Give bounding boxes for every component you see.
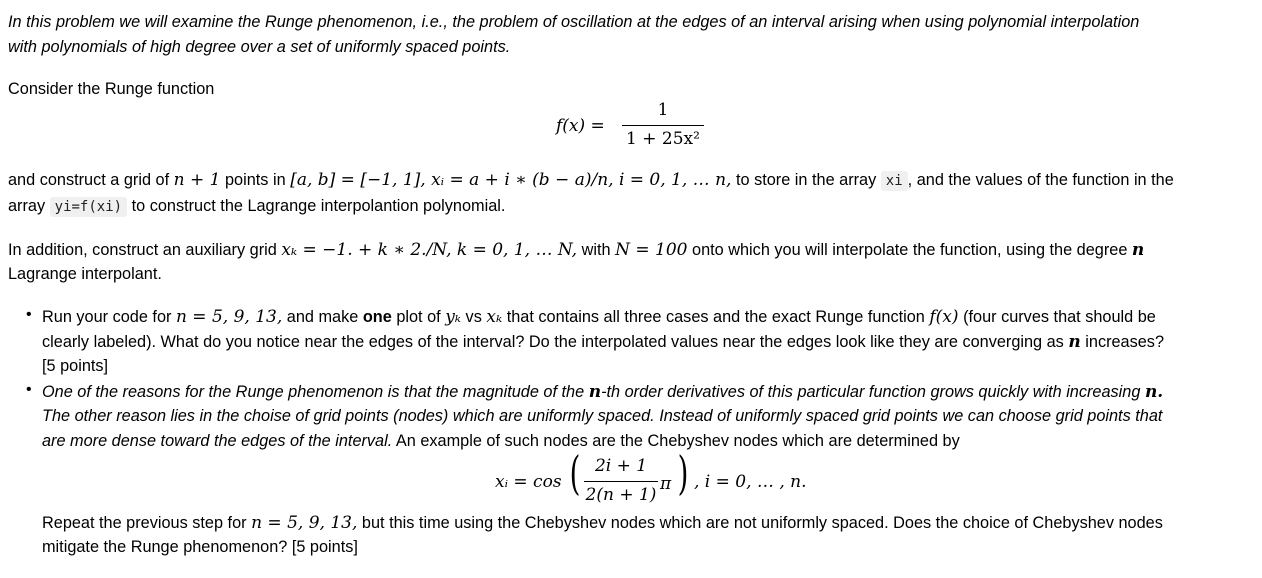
- b1-text-5: that contains all three cases and the exact Runge function: [506, 308, 925, 326]
- b1-text-2: and make: [286, 308, 359, 326]
- aux-paragraph-line-1: [8, 240, 1144, 260]
- right-paren: ): [677, 446, 689, 500]
- bullet-dot-1: •: [26, 306, 32, 323]
- intro-line-2: with polynomials of high degree over a set of uniformly spaced points.: [8, 38, 511, 56]
- b1-math-fx: f(x): [929, 307, 959, 327]
- bullet1-line-3: [5 points]: [42, 357, 109, 375]
- aux-paragraph-line-2: Lagrange interpolant.: [8, 265, 162, 283]
- b2-text-1: One of the reasons for the Runge phenomenon is that the magnitude of the: [42, 383, 585, 401]
- b1-text-8: increases?: [1085, 333, 1165, 351]
- cheb-tail: , i = 0, … , n.: [694, 472, 807, 492]
- b1-bold-one: one: [362, 308, 392, 326]
- grid-text-2: points in: [225, 171, 286, 189]
- aux-math-N: N = 100: [615, 240, 688, 260]
- grid-paragraph-line-1: [8, 170, 1174, 190]
- b2-math-n2: n.: [1144, 382, 1164, 402]
- bullet1-line-2: [42, 332, 1164, 352]
- cheb-numerator: 2i + 1: [594, 456, 648, 476]
- b2-math-n: n: [588, 382, 602, 402]
- left-paren: (: [569, 446, 581, 500]
- aux-text-1: In addition, construct an auxiliary grid: [8, 241, 277, 259]
- runge-fraction: [622, 100, 704, 156]
- grid-text-4: , and the values of the function in the: [907, 171, 1174, 189]
- grid-paragraph-line-2: [8, 197, 505, 216]
- consider-text: Consider the Runge function: [8, 80, 215, 98]
- b2-text-3: An example of such nodes are the Chebyshev nodes which are determined by: [395, 432, 960, 450]
- grid-text-1: and construct a grid of: [8, 171, 170, 189]
- fraction-bar: [622, 125, 704, 126]
- runge-denominator: 1 + 25x²: [626, 129, 700, 149]
- bullet1-line-1: [42, 307, 1156, 327]
- cheb-fraction-bar: [584, 481, 658, 482]
- rep-math-n: n = 5, 9, 13,: [251, 513, 358, 533]
- b1-text-4: vs: [465, 308, 482, 326]
- grid-text-5: array: [8, 197, 46, 215]
- b1-math-yk: yₖ: [445, 307, 462, 327]
- repeat-line-2: mitigate the Runge phenomenon? [5 points]: [42, 538, 358, 556]
- aux-text-2: with: [581, 241, 611, 259]
- repeat-line-1: [42, 513, 1163, 533]
- b1-math-xk: xₖ: [486, 307, 503, 327]
- bullet2-line-1: [42, 382, 1163, 402]
- b2-text-2: -th order derivatives of this particular function grows quickly with increasing: [601, 383, 1141, 401]
- aux-math-grid: xₖ = −1. + k ∗ 2./N, k = 0, 1, … N,: [281, 240, 578, 260]
- b1-text-7: clearly labeled). What do you notice near the edges of the interval? Do the interpolated values near the edges look like they are converging as: [42, 333, 1064, 351]
- b1-text-6: (four curves that should be: [963, 308, 1156, 326]
- runge-formula-lhs: f(x) =: [556, 116, 605, 136]
- grid-math-n-plus-1: n + 1: [173, 170, 221, 190]
- cheb-fraction: [584, 456, 658, 510]
- intro-line-1: In this problem we will examine the Runge phenomenon, i.e., the problem of oscillation at the edges of an interval arising when using polynomial interpolation: [8, 13, 1140, 31]
- cheb-lhs: xᵢ = cos: [495, 472, 562, 492]
- rep-text-2: but this time using the Chebyshev nodes which are not uniformly spaced. Does the choice of Chebyshev nodes: [361, 514, 1163, 532]
- bullet2-line-3: [42, 432, 960, 451]
- grid-text-6: to construct the Lagrange interpolantion polynomial.: [131, 197, 506, 215]
- b1-text-3: plot of: [396, 308, 441, 326]
- runge-numerator: 1: [657, 100, 669, 120]
- grid-text-3: to store in the array: [735, 171, 877, 189]
- code-yi: yi=f(xi): [50, 197, 127, 217]
- rep-text-1: Repeat the previous step for: [42, 514, 247, 532]
- bullet-dot-2: •: [26, 381, 32, 398]
- cheb-denominator: 2(n + 1): [585, 485, 657, 505]
- aux-math-n: n: [1131, 240, 1145, 260]
- aux-text-3: onto which you will interpolate the function, using the degree: [692, 241, 1128, 259]
- b1-text-1: Run your code for: [42, 308, 172, 326]
- grid-math-interval: [a, b] = [−1, 1], xᵢ = a + i ∗ (b − a)/n, i = 0, 1, … n,: [290, 170, 732, 190]
- code-xi: xi: [881, 171, 908, 191]
- b1-math-n2: n: [1068, 332, 1081, 352]
- b2-text-italic: are more dense toward the edges of the interval.: [42, 432, 393, 450]
- b1-math-n: n = 5, 9, 13,: [175, 307, 283, 327]
- bullet2-line-2: The other reason lies in the choise of grid points (nodes) which are uniformly spaced. Instead of uniformly spaced grid points we can choose grid points that: [42, 407, 1163, 425]
- cheb-pi: π: [660, 474, 672, 494]
